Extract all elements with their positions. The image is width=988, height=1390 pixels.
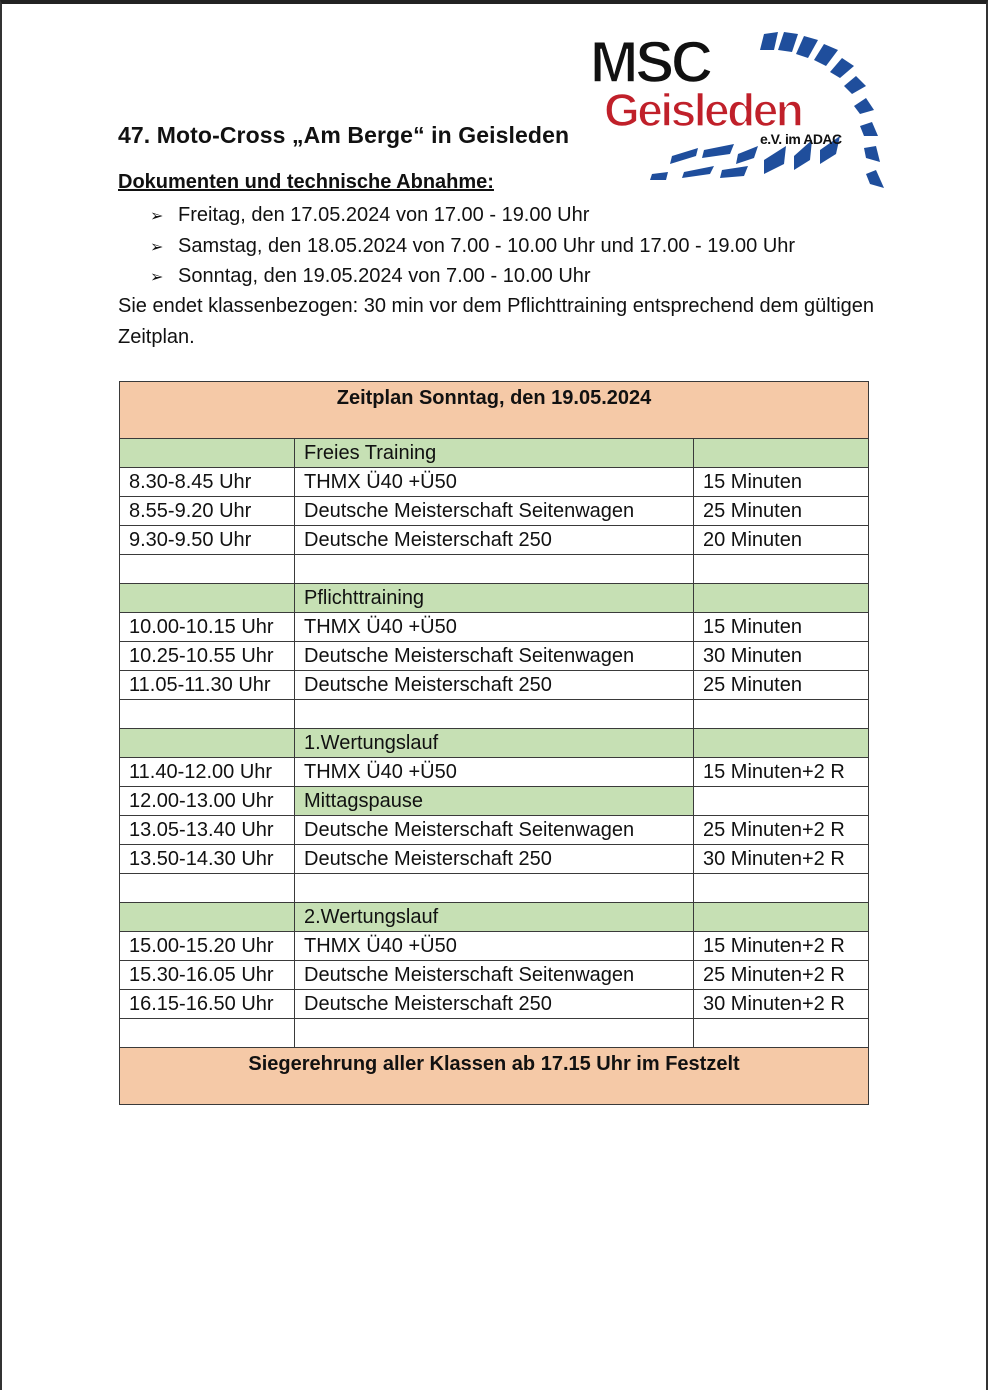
duration-cell — [694, 787, 869, 816]
time-cell: 15.00-15.20 Uhr — [120, 932, 295, 961]
duration-cell: 15 Minuten+2 R — [694, 932, 869, 961]
table-row — [120, 787, 869, 816]
table-cell — [694, 700, 869, 729]
table-cell — [694, 729, 869, 758]
page-title: 47. Moto-Cross „Am Berge“ in Geisleden — [118, 122, 570, 148]
note-paragraph: Sie endet klassenbezogen: 30 min vor dem Pflichttraining entsprechend dem gültigen Zeitplan. — [118, 295, 875, 348]
duration-cell: 20 Minuten — [694, 526, 869, 555]
class-cell: Deutsche Meisterschaft 250 — [295, 845, 694, 874]
table-row — [120, 526, 869, 555]
table-row — [120, 613, 869, 642]
table-row — [120, 642, 869, 671]
inspection-dates-list — [150, 200, 795, 292]
blank-row — [120, 1019, 869, 1048]
blank-row — [120, 874, 869, 903]
time-cell: 13.50-14.30 Uhr — [120, 845, 295, 874]
section-label: Pflichttraining — [295, 584, 694, 613]
duration-cell: 30 Minuten+2 R — [694, 990, 869, 1019]
table-cell — [694, 903, 869, 932]
class-cell: Deutsche Meisterschaft Seitenwagen — [295, 497, 694, 526]
table-cell — [120, 1019, 295, 1048]
time-cell: 13.05-13.40 Uhr — [120, 816, 295, 845]
class-cell: Deutsche Meisterschaft Seitenwagen — [295, 816, 694, 845]
lunch-break-cell: Mittagspause — [295, 787, 694, 816]
table-cell — [295, 555, 694, 584]
time-cell: 8.30-8.45 Uhr — [120, 468, 295, 497]
schedule-table — [119, 381, 869, 1105]
table-cell — [694, 584, 869, 613]
class-cell: THMX Ü40 +Ü50 — [295, 758, 694, 787]
time-cell: 12.00-13.00 Uhr — [120, 787, 295, 816]
table-cell — [694, 439, 869, 468]
table-cell — [120, 555, 295, 584]
duration-cell: 15 Minuten — [694, 613, 869, 642]
table-cell — [295, 700, 694, 729]
class-cell: THMX Ü40 +Ü50 — [295, 932, 694, 961]
class-cell: THMX Ü40 +Ü50 — [295, 613, 694, 642]
table-row — [120, 816, 869, 845]
time-cell: 10.00-10.15 Uhr — [120, 613, 295, 642]
duration-cell: 15 Minuten — [694, 468, 869, 497]
time-cell: 9.30-9.50 Uhr — [120, 526, 295, 555]
table-cell — [120, 874, 295, 903]
section-row — [120, 729, 869, 758]
class-cell: Deutsche Meisterschaft Seitenwagen — [295, 642, 694, 671]
table-row — [120, 845, 869, 874]
table-row — [120, 468, 869, 497]
time-cell: 15.30-16.05 Uhr — [120, 961, 295, 990]
list-item-text: Freitag, den 17.05.2024 von 17.00 - 19.00 Uhr — [178, 204, 590, 226]
list-item-text: Samstag, den 18.05.2024 von 7.00 - 10.00 Uhr und 17.00 - 19.00 Uhr — [178, 234, 796, 257]
time-cell: 8.55-9.20 Uhr — [120, 497, 295, 526]
table-cell — [694, 874, 869, 903]
duration-cell: 25 Minuten+2 R — [694, 961, 869, 990]
table-row — [120, 961, 869, 990]
duration-cell: 15 Minuten+2 R — [694, 758, 869, 787]
list-item — [150, 231, 795, 262]
table-title: Zeitplan Sonntag, den 19.05.2024 — [120, 382, 869, 439]
class-cell: Deutsche Meisterschaft Seitenwagen — [295, 961, 694, 990]
logo-adac-text: e.V. im ADAC — [760, 131, 842, 147]
section-label: Freies Training — [295, 439, 694, 468]
list-item — [150, 261, 795, 292]
table-cell — [295, 874, 694, 903]
section-heading: Dokumenten und technische Abnahme: — [118, 171, 494, 193]
class-cell: Deutsche Meisterschaft 250 — [295, 526, 694, 555]
logo-msc-text: MSC — [590, 30, 710, 95]
table-cell — [120, 584, 295, 613]
table-cell — [120, 903, 295, 932]
time-cell: 11.05-11.30 Uhr — [120, 671, 295, 700]
arrow-bullet-icon: ➢ — [150, 269, 164, 286]
logo-geisleden-text: Geisleden — [604, 84, 802, 136]
class-cell: Deutsche Meisterschaft 250 — [295, 671, 694, 700]
section-label: 1.Wertungslauf — [295, 729, 694, 758]
section-label: 2.Wertungslauf — [295, 903, 694, 932]
duration-cell: 25 Minuten — [694, 671, 869, 700]
table-cell — [694, 555, 869, 584]
duration-cell: 30 Minuten — [694, 642, 869, 671]
table-row — [120, 990, 869, 1019]
table-row — [120, 932, 869, 961]
arrow-bullet-icon: ➢ — [150, 238, 164, 256]
class-cell: THMX Ü40 +Ü50 — [295, 468, 694, 497]
section-row — [120, 903, 869, 932]
time-cell: 16.15-16.50 Uhr — [120, 990, 295, 1019]
list-item-text: Sonntag, den 19.05.2024 von 7.00 - 10.00 Uhr — [178, 265, 591, 287]
blank-row — [120, 555, 869, 584]
award-ceremony-note: Siegerehrung aller Klassen ab 17.15 Uhr im Festzelt — [120, 1048, 869, 1105]
blank-row — [120, 700, 869, 729]
table-cell — [120, 729, 295, 758]
table-row — [120, 758, 869, 787]
msc-geisleden-logo — [588, 28, 888, 198]
table-row — [120, 497, 869, 526]
list-item — [150, 200, 795, 231]
duration-cell: 25 Minuten — [694, 497, 869, 526]
table-footer-row — [120, 1048, 869, 1105]
table-cell — [694, 1019, 869, 1048]
duration-cell: 30 Minuten+2 R — [694, 845, 869, 874]
table-cell — [295, 1019, 694, 1048]
class-cell: Deutsche Meisterschaft 250 — [295, 990, 694, 1019]
time-cell: 10.25-10.55 Uhr — [120, 642, 295, 671]
table-cell — [120, 700, 295, 729]
duration-cell: 25 Minuten+2 R — [694, 816, 869, 845]
table-header-row — [120, 382, 869, 439]
section-row — [120, 439, 869, 468]
table-row — [120, 671, 869, 700]
table-cell — [120, 439, 295, 468]
section-row — [120, 584, 869, 613]
time-cell: 11.40-12.00 Uhr — [120, 758, 295, 787]
arrow-bullet-icon: ➢ — [150, 208, 164, 225]
